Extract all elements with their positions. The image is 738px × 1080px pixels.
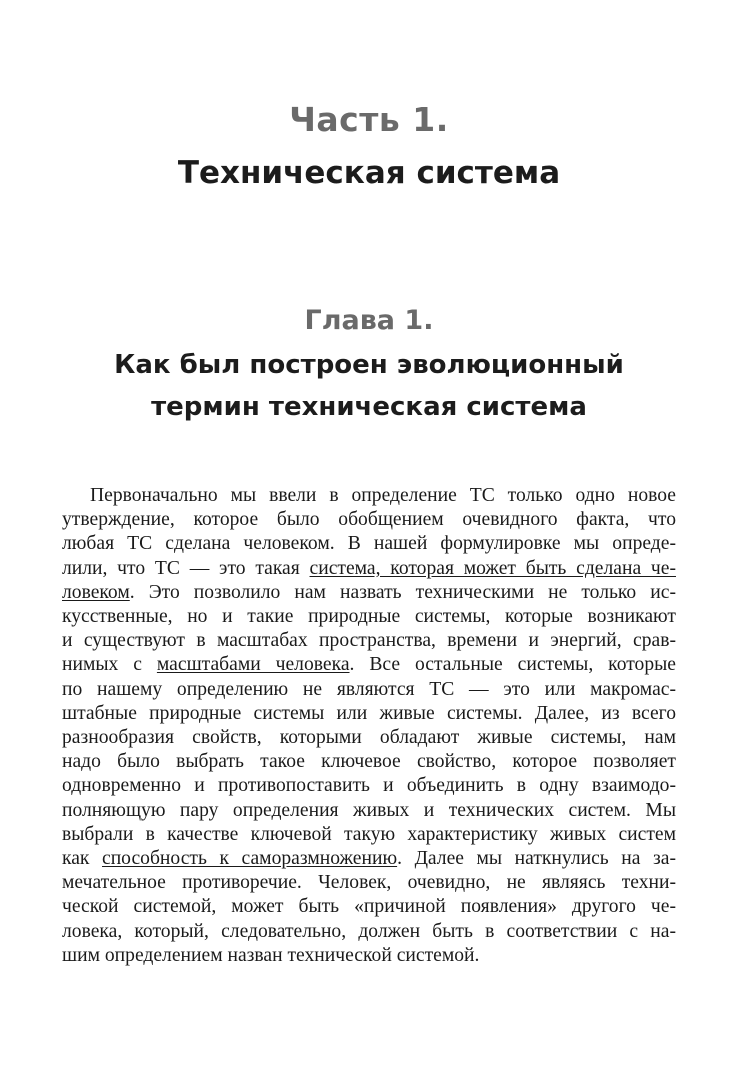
chapter-title-line: Как был построен эволюционный [114, 350, 624, 380]
text-line: по нашему определению не являются ТС — это или макромас- [62, 678, 676, 700]
chapter-number: Глава 1. [304, 305, 434, 336]
text-line: ческой системой, может быть «причиной появления» другого че- [62, 896, 676, 918]
text-line: ловеком. Это позволило нам назвать техническими не только ис- [62, 581, 676, 603]
underlined-phrase: система, которая может быть сделана че- [309, 557, 676, 579]
underlined-phrase: способность к саморазмножению [102, 848, 398, 870]
text-line: разнообразия свойств, которыми обладают живые системы, нам [62, 727, 676, 749]
part-number: Часть 1. [289, 100, 449, 139]
text-line: ловека, который, следовательно, должен быть в соответствии с на- [62, 920, 676, 942]
text-line: утверждение, которое было обобщением очевидного факта, что [62, 509, 676, 531]
text-line: мечательное противоречие. Человек, очевидно, не являясь техни- [62, 872, 676, 894]
chapter-title [0, 344, 738, 428]
body-paragraph [62, 484, 676, 968]
text-line: и существуют в масштабах пространства, времени и энергий, срав- [62, 630, 676, 652]
part-title: Техническая система [177, 155, 561, 191]
text-line: любая ТС сделана человеком. В нашей формулировке мы опреде- [62, 533, 676, 555]
underlined-phrase: масштабами человека [156, 654, 350, 676]
underlined-phrase: ловеком [62, 581, 130, 603]
text-line: кусственные, но и такие природные системы, которые возникают [62, 606, 676, 628]
text-line: лили, что ТС — это такая система, которая может быть сделана че- [62, 557, 676, 579]
text-line: Первоначально мы ввели в определение ТС только одно новое [90, 485, 676, 506]
text-line: нимых с масштабами человека. Все остальные системы, которые [62, 654, 676, 676]
text-line: надо было выбрать такое ключевое свойство, которое позволяет [62, 751, 676, 773]
text-line: полняющую пару определения живых и технических систем. Мы [62, 799, 676, 821]
chapter-title-line: термин техническая система [151, 392, 587, 422]
text-line: штабные природные системы или живые системы. Далее, из всего [62, 702, 676, 724]
text-line: шим определением назван технической системой. [62, 944, 480, 966]
text-line: как способность к саморазмножению. Далее мы наткнулись на за- [62, 848, 676, 870]
text-line: выбрали в качестве ключевой такую характеристику живых систем [62, 823, 676, 845]
text-line: одновременно и противопоставить и объединить в одну взаимодо- [62, 775, 676, 797]
